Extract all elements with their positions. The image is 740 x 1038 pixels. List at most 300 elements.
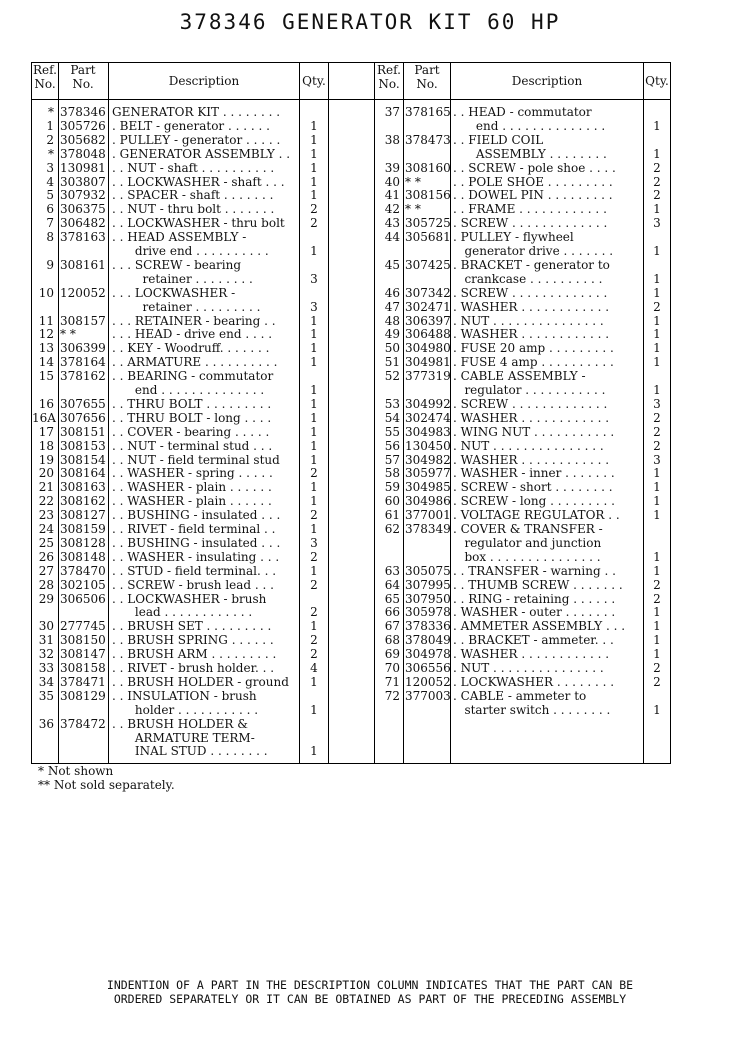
qty-cell: 1	[310, 355, 318, 370]
ref-cell: 14	[38, 355, 54, 370]
qty-cell: 1	[653, 480, 661, 495]
qty-cell: 1	[653, 633, 661, 648]
part-number-cell: 120052	[405, 674, 451, 689]
qty-cell: 1	[310, 146, 318, 161]
ref-header-line2: No.	[34, 77, 56, 91]
description-cell: . . COVER - bearing . . . . .	[112, 424, 270, 439]
description-cell: . . BRUSH SPRING . . . . . .	[112, 633, 274, 648]
part-number-cell: 307656	[60, 410, 106, 425]
ref-cell: 22	[38, 494, 54, 509]
qty-cell: 2	[653, 661, 661, 675]
ref-cell: 46	[384, 285, 400, 300]
ref-cell: 34	[38, 674, 54, 689]
ref-cell: 69	[384, 647, 400, 662]
part-number-cell: 304982	[405, 452, 451, 467]
description-cell: . CABLE - ammeter to	[453, 688, 587, 703]
part-number-cell: 130981	[60, 160, 106, 175]
ref-cell	[32, 244, 54, 258]
part-number-cell: 378349	[405, 522, 451, 536]
footnotes	[38, 764, 175, 792]
description-cell: . GENERATOR ASSEMBLY . .	[112, 146, 291, 161]
qty-cell: 2	[310, 549, 318, 564]
ref-cell: 10	[38, 285, 54, 300]
ref-cell: 48	[384, 313, 400, 328]
description-cell: . . INSULATION - brush	[112, 688, 257, 703]
description-cell: . . THRU BOLT - long . . . .	[112, 410, 272, 425]
part-number-cell: 304992	[405, 396, 451, 411]
part-number-cell: 305978	[405, 605, 451, 620]
description-cell: regulator . . . . . . . . . . .	[453, 383, 606, 397]
part-number-cell: 308127	[60, 508, 106, 523]
qty-cell: 1	[310, 494, 318, 509]
part-header-line2: No.	[72, 77, 94, 91]
qty-cell: 3	[653, 396, 661, 411]
qty-cell: 1	[653, 341, 661, 356]
description-cell: . . . HEAD - drive end . . . .	[112, 327, 273, 342]
part-header-right	[404, 63, 450, 99]
qty-cell: 1	[310, 702, 318, 717]
ref-cell: 3	[46, 160, 54, 175]
ref-cell: *	[48, 146, 54, 161]
part-number-cell: 307655	[60, 396, 106, 411]
part-number-cell: 304983	[405, 424, 451, 439]
part-number-cell: 302474	[405, 410, 451, 425]
part-number-cell	[405, 550, 450, 564]
qty-cell: 2	[310, 577, 318, 592]
description-cell: . . SPACER - shaft . . . . . . .	[112, 188, 274, 203]
description-cell: . WASHER - outer . . . . . . .	[453, 605, 616, 620]
description-cell: . AMMETER ASSEMBLY . . .	[453, 619, 626, 634]
ref-cell: 25	[38, 535, 54, 550]
part-number-cell: 378163	[60, 230, 106, 245]
description-cell: . . NUT - terminal stud . . .	[112, 438, 273, 453]
ref-cell: 29	[38, 591, 54, 606]
ref-cell: 27	[38, 563, 54, 578]
description-cell: ASSEMBLY . . . . . . . .	[453, 146, 607, 161]
qty-cell: 1	[310, 160, 318, 175]
ref-cell: 52	[384, 369, 400, 384]
part-number-cell	[405, 147, 450, 161]
qty-cell	[300, 369, 328, 383]
ref-cell	[375, 383, 400, 397]
ref-cell: 40	[384, 174, 400, 189]
part-number-cell: 305681	[405, 230, 451, 245]
qty-cell: 2	[653, 188, 661, 203]
part-number-cell: 377001	[405, 508, 451, 523]
ref-cell: 67	[384, 619, 400, 634]
ref-cell	[32, 300, 54, 314]
qty-cell: 3	[310, 299, 318, 314]
qty-cell: 2	[310, 647, 318, 662]
description-cell: retainer . . . . . . . .	[112, 271, 253, 286]
ref-cell: 72	[384, 688, 400, 703]
qty-cell: 1	[310, 438, 318, 453]
ref-cell: 63	[384, 563, 400, 578]
qty-cell: 1	[653, 244, 661, 258]
description-cell: . . WASHER - plain . . . . . .	[112, 480, 272, 495]
footnote-not-shown: * Not shown	[38, 764, 114, 778]
ref-header-line1: Ref.	[33, 63, 57, 77]
qty-cell: 1	[653, 494, 661, 509]
qty-cell	[300, 286, 328, 300]
part-number-cell	[60, 300, 108, 314]
part-number-cell	[60, 731, 108, 745]
qty-cell: 1	[310, 313, 318, 328]
qty-cell: 1	[310, 118, 318, 133]
description-cell: . WASHER . . . . . . . . . . . .	[453, 327, 610, 342]
ref-cell: 61	[384, 508, 400, 523]
part-number-cell: 308128	[60, 535, 106, 550]
ref-cell: *	[48, 105, 54, 119]
part-number-cell: 307995	[405, 577, 451, 592]
part-number-cell: 378165	[405, 105, 451, 119]
ref-cell: 38	[384, 132, 400, 147]
qty-cell: 2	[310, 202, 318, 217]
qty-cell	[300, 689, 328, 703]
page-title: 378346 GENERATOR KIT 60 HP	[179, 10, 561, 34]
description-cell: . LOCKWASHER . . . . . . . .	[453, 674, 615, 689]
description-cell: . SCREW - short . . . . . . . .	[453, 480, 613, 495]
description-cell: drive end . . . . . . . . . .	[112, 244, 269, 258]
qty-cell: 1	[310, 383, 318, 397]
qty-cell: 1	[653, 383, 661, 397]
qty-cell: 1	[310, 327, 318, 342]
ref-cell: 42	[384, 202, 400, 217]
description-cell: . . ARMATURE . . . . . . . . . .	[112, 355, 278, 370]
part-number-cell	[60, 383, 108, 397]
part-header-line2: No.	[416, 77, 438, 91]
part-number-cell: 306506	[60, 591, 106, 606]
part-number-cell	[405, 703, 450, 717]
description-cell: INAL STUD . . . . . . . .	[112, 744, 268, 759]
indention-note-line1: INDENTION OF A PART IN THE DESCRIPTION COLUMN INDICATES THAT THE PART CAN BE	[106, 978, 634, 992]
part-number-cell: 308161	[60, 257, 106, 272]
qty-cell: 1	[653, 508, 661, 523]
description-cell: . PULLEY - flywheel	[453, 230, 574, 245]
description-cell: . NUT . . . . . . . . . . . . . . .	[453, 438, 604, 453]
qty-cell: 4	[310, 661, 318, 675]
ref-cell: 60	[384, 494, 400, 509]
description-cell: . . . RETAINER - bearing . .	[112, 313, 276, 328]
description-cell: . . WASHER - spring . . . . .	[112, 466, 273, 481]
part-number-cell: 308163	[60, 480, 106, 495]
description-cell: starter switch . . . . . . . .	[453, 702, 611, 717]
description-cell: box . . . . . . . . . . . . . . .	[453, 549, 601, 564]
description-cell: crankcase . . . . . . . . . .	[453, 271, 603, 286]
part-number-cell: 306482	[60, 216, 106, 231]
ref-cell: 55	[384, 424, 400, 439]
ref-cell: 68	[384, 633, 400, 648]
qty-cell: 1	[310, 188, 318, 203]
qty-cell: 1	[653, 146, 661, 161]
description-cell: retainer . . . . . . . . .	[112, 299, 261, 314]
description-cell: end . . . . . . . . . . . . . .	[112, 383, 265, 397]
ref-cell: 24	[38, 522, 54, 536]
ref-cell: 6	[46, 202, 54, 217]
description-cell: . . THUMB SCREW . . . . . . .	[453, 577, 623, 592]
part-number-cell	[405, 536, 450, 550]
qty-cell: 1	[653, 619, 661, 634]
indention-note	[0, 978, 740, 1006]
qty-cell: 3	[653, 216, 661, 231]
qty-cell: 3	[310, 535, 318, 550]
ref-cell: 8	[46, 230, 54, 245]
ref-cell: 1	[46, 118, 54, 133]
qty-cell	[644, 536, 670, 550]
part-number-cell: 130450	[405, 438, 451, 453]
part-number-cell: 377003	[405, 688, 451, 703]
description-cell: . . THRU BOLT . . . . . . . . .	[112, 396, 272, 411]
ref-header-line2: No.	[378, 77, 400, 91]
ref-cell: 9	[46, 257, 54, 272]
ref-cell: 65	[384, 591, 400, 606]
qty-cell: 1	[653, 327, 661, 342]
part-number-cell: 308151	[60, 424, 106, 439]
description-cell: . . SCREW - pole shoe . . . .	[453, 160, 616, 175]
description-cell: . . RIVET - brush holder. . .	[112, 661, 275, 675]
ref-cell: 50	[384, 341, 400, 356]
part-number-cell: * *	[405, 202, 421, 217]
ref-cell: 30	[38, 619, 54, 634]
part-number-cell: 306399	[60, 341, 106, 356]
ref-header-right	[375, 63, 403, 99]
ref-cell: 45	[384, 257, 400, 272]
qty-cell: 2	[653, 299, 661, 314]
qty-cell: 1	[310, 522, 318, 536]
description-cell: . . RIVET - field terminal . .	[112, 522, 276, 536]
qty-cell: 1	[310, 452, 318, 467]
ref-cell: 7	[46, 216, 54, 231]
ref-cell: 36	[38, 716, 54, 731]
part-number-cell: 304986	[405, 494, 451, 509]
qty-cell: 2	[653, 160, 661, 175]
part-number-cell: 304980	[405, 341, 451, 356]
ref-cell	[375, 147, 400, 161]
ref-cell	[375, 703, 400, 717]
part-number-cell: 302105	[60, 577, 106, 592]
qty-cell: 2	[653, 674, 661, 689]
description-cell: . . BUSHING - insulated . . .	[112, 535, 281, 550]
ref-cell: 26	[38, 549, 54, 564]
description-cell: . VOLTAGE REGULATOR . .	[453, 508, 620, 523]
part-number-cell: 308150	[60, 633, 106, 648]
ref-cell: 53	[384, 396, 400, 411]
ref-cell: 64	[384, 577, 400, 592]
description-cell: . . WASHER - insulating . . .	[112, 549, 280, 564]
description-cell: end . . . . . . . . . . . . . .	[453, 118, 606, 133]
ref-cell: 54	[384, 410, 400, 425]
part-number-cell: 308147	[60, 647, 106, 662]
ref-cell: 18	[38, 438, 54, 453]
description-cell: . SCREW . . . . . . . . . . . . .	[453, 396, 608, 411]
ref-header-line1: Ref.	[377, 63, 401, 77]
part-number-cell: 308148	[60, 549, 106, 564]
description-cell: . WING NUT . . . . . . . . . . .	[453, 424, 615, 439]
description-cell: . FUSE 20 amp . . . . . . . . .	[453, 341, 614, 356]
qty-cell	[300, 717, 328, 731]
description-cell: . . . LOCKWASHER -	[112, 285, 236, 300]
part-number-cell: 308160	[405, 160, 451, 175]
description-cell: . . LOCKWASHER - brush	[112, 591, 267, 606]
qty-header-right: Qty.	[645, 74, 669, 88]
qty-cell	[644, 689, 670, 703]
part-number-cell: 378336	[405, 619, 451, 634]
qty-cell: 2	[310, 605, 318, 620]
description-cell: . SCREW . . . . . . . . . . . . .	[453, 285, 608, 300]
part-number-cell: 120052	[60, 285, 106, 300]
ref-cell: 57	[384, 452, 400, 467]
part-number-cell: * *	[60, 327, 76, 342]
part-number-cell: 304981	[405, 355, 451, 370]
description-cell: . . BUSHING - insulated . . .	[112, 508, 281, 523]
ref-cell: 47	[384, 299, 400, 314]
description-cell: . NUT . . . . . . . . . . . . . . .	[453, 661, 604, 675]
qty-cell: 1	[653, 313, 661, 328]
qty-cell: 2	[653, 410, 661, 425]
ref-cell: 66	[384, 605, 400, 620]
description-cell: . SCREW - long . . . . . . . . .	[453, 494, 615, 509]
ref-cell: 35	[38, 688, 54, 703]
qty-cell: 1	[653, 355, 661, 370]
qty-cell: 1	[653, 563, 661, 578]
qty-cell	[300, 230, 328, 244]
ref-cell: 11	[38, 313, 54, 328]
ref-cell: 32	[38, 647, 54, 662]
parts-table	[31, 62, 671, 764]
ref-cell: 17	[38, 424, 54, 439]
description-cell: . SCREW . . . . . . . . . . . . .	[453, 216, 608, 231]
part-number-cell	[60, 244, 108, 258]
description-cell: . WASHER . . . . . . . . . . . .	[453, 647, 610, 662]
ref-cell: 71	[384, 674, 400, 689]
part-number-cell: 308157	[60, 313, 106, 328]
description-cell: . COVER & TRANSFER -	[453, 522, 603, 536]
part-number-cell	[60, 605, 108, 619]
description-cell: . WASHER . . . . . . . . . . . .	[453, 410, 610, 425]
qty-cell: 1	[653, 118, 661, 133]
ref-cell: 41	[384, 188, 400, 203]
description-cell: . . . SCREW - bearing	[112, 257, 242, 272]
description-cell: . WASHER . . . . . . . . . . . .	[453, 299, 610, 314]
description-cell: GENERATOR KIT . . . . . . . .	[112, 105, 281, 119]
qty-cell: 2	[310, 466, 318, 481]
description-cell: generator drive . . . . . . .	[453, 244, 614, 258]
ref-cell	[375, 550, 400, 564]
part-number-cell: 305725	[405, 216, 451, 231]
part-number-cell: 303807	[60, 174, 106, 189]
part-number-cell	[60, 272, 108, 286]
qty-cell: 1	[310, 674, 318, 689]
part-number-cell: 307425	[405, 257, 451, 272]
qty-cell	[300, 592, 328, 606]
ref-cell: 31	[38, 633, 54, 648]
qty-cell: 1	[653, 702, 661, 717]
description-cell: lead . . . . . . . . . . . .	[112, 605, 253, 620]
ref-cell: 51	[384, 355, 400, 370]
qty-cell	[644, 258, 670, 272]
description-cell: . . WASHER - plain . . . . . .	[112, 494, 272, 509]
part-number-cell	[60, 703, 108, 717]
indention-note-line2: ORDERED SEPARATELY OR IT CAN BE OBTAINED AS PART OF THE PRECEDING ASSEMBLY	[113, 992, 627, 1006]
description-header-left: Description	[168, 74, 240, 88]
footnote-not-sold: ** Not sold separately.	[38, 778, 175, 792]
part-number-cell: 306397	[405, 313, 451, 328]
description-cell: . FUSE 4 amp . . . . . . . . . .	[453, 355, 614, 370]
part-header-left	[59, 63, 107, 99]
description-header-right: Description	[511, 74, 583, 88]
ref-cell: 12	[38, 327, 54, 342]
ref-cell: 49	[384, 327, 400, 342]
ref-cell: 44	[384, 230, 400, 245]
ref-cell	[375, 244, 400, 258]
qty-cell: 2	[653, 577, 661, 592]
part-number-cell: 302471	[405, 299, 451, 314]
part-number-cell: 308162	[60, 494, 106, 509]
qty-cell: 1	[310, 744, 318, 759]
qty-cell	[300, 731, 328, 745]
ref-cell	[375, 272, 400, 286]
qty-cell: 2	[310, 508, 318, 523]
part-number-cell: 378471	[60, 674, 106, 689]
description-cell: . . NUT - thru bolt . . . . . . .	[112, 202, 275, 217]
part-number-cell: 308156	[405, 188, 451, 203]
ref-cell	[32, 272, 54, 286]
ref-cell: 62	[384, 522, 400, 536]
part-number-cell	[60, 744, 108, 758]
column-divider	[328, 63, 329, 763]
qty-cell	[644, 369, 670, 383]
qty-cell: 1	[310, 563, 318, 578]
part-number-cell: 305977	[405, 466, 451, 481]
qty-cell: 2	[310, 633, 318, 648]
description-cell: . . LOCKWASHER - shaft . . .	[112, 174, 285, 189]
qty-cell: 1	[310, 244, 318, 258]
part-number-cell: * *	[405, 174, 421, 189]
part-number-cell: 308129	[60, 688, 106, 703]
part-number-cell: 378048	[60, 146, 106, 161]
description-cell: . . KEY - Woodruff. . . . . . .	[112, 341, 270, 356]
ref-cell: 43	[384, 216, 400, 231]
qty-cell: 1	[653, 285, 661, 300]
ref-cell: 33	[38, 661, 54, 675]
description-cell: . . FRAME . . . . . . . . . . . .	[453, 202, 607, 217]
qty-cell: 2	[653, 591, 661, 606]
part-number-cell: 304985	[405, 480, 451, 495]
description-cell: . NUT . . . . . . . . . . . . . . .	[453, 313, 604, 328]
ref-cell: 56	[384, 438, 400, 453]
description-cell: . . HEAD - commutator	[453, 105, 592, 119]
part-number-cell: 307342	[405, 285, 451, 300]
table-header	[32, 63, 670, 100]
ref-cell: 16	[38, 396, 54, 411]
ref-cell: 4	[46, 174, 54, 189]
qty-cell: 2	[653, 174, 661, 189]
description-cell: . . POLE SHOE . . . . . . . . .	[453, 174, 613, 189]
qty-cell: 1	[310, 619, 318, 634]
part-number-cell: 308158	[60, 661, 106, 675]
description-cell: . WASHER - inner . . . . . . .	[453, 466, 615, 481]
ref-cell: 5	[46, 188, 54, 203]
description-cell: holder . . . . . . . . . . .	[112, 702, 259, 717]
qty-cell: 1	[310, 132, 318, 147]
ref-cell: 20	[38, 466, 54, 481]
qty-cell: 1	[310, 480, 318, 495]
ref-cell: 15	[38, 369, 54, 384]
description-cell: . WASHER . . . . . . . . . . . .	[453, 452, 610, 467]
description-cell: . . BRUSH SET . . . . . . . . .	[112, 619, 272, 634]
qty-cell: 1	[653, 466, 661, 481]
part-number-cell: 304978	[405, 647, 451, 662]
